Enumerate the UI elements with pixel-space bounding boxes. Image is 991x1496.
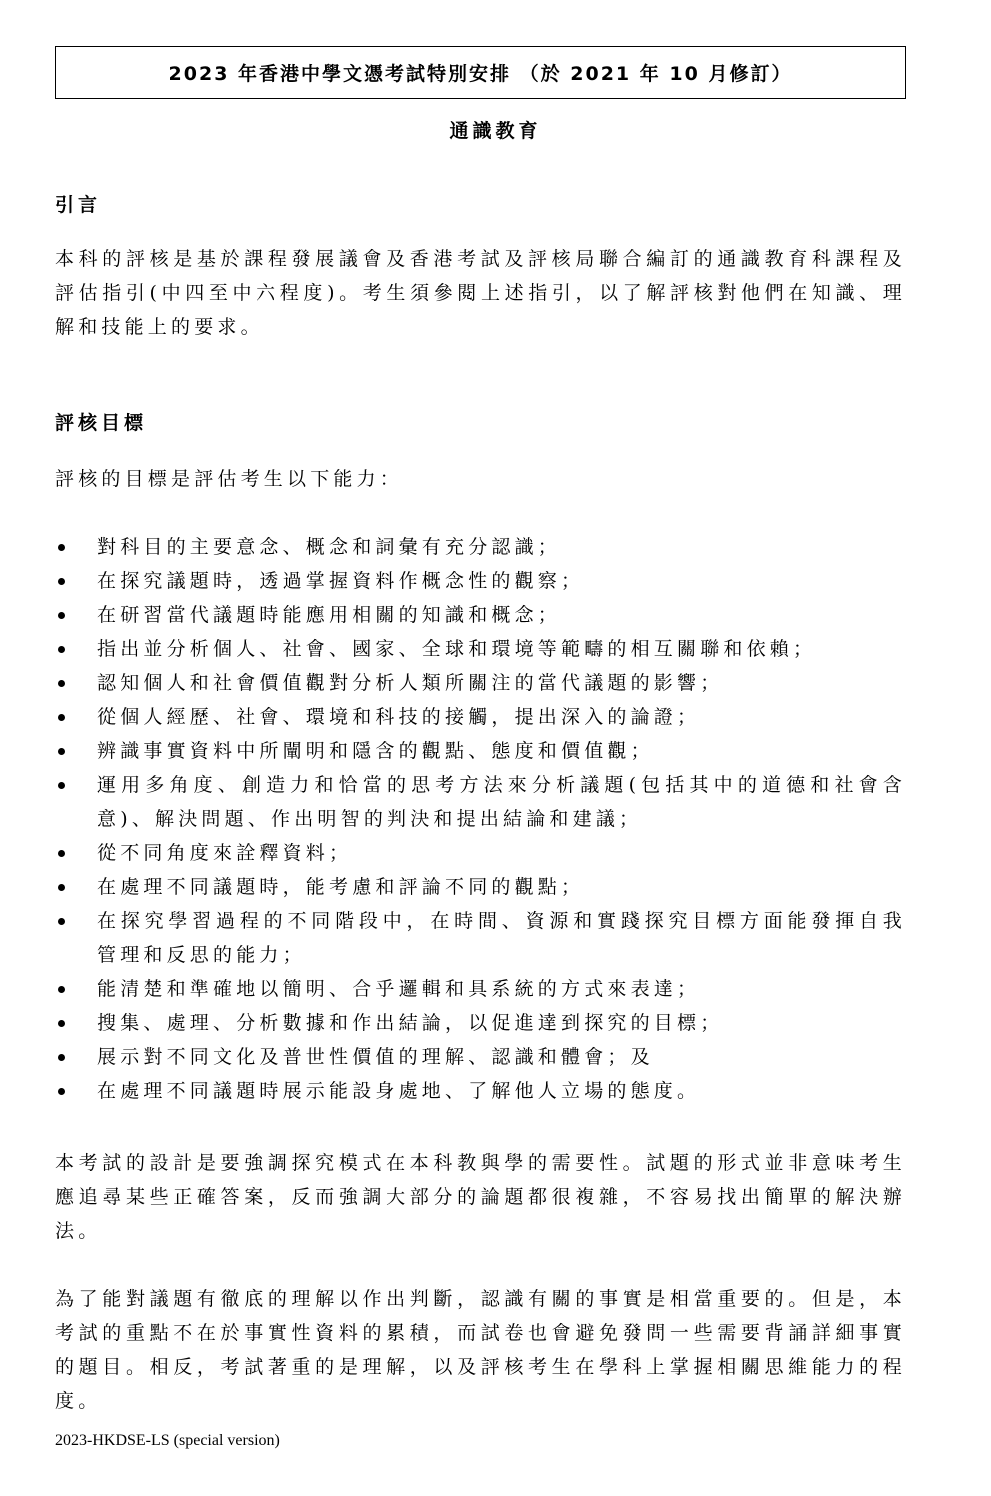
bullet-icon [58, 782, 65, 789]
objectives-heading: 評核目標 [55, 412, 148, 434]
bullet-icon [58, 748, 65, 755]
list-item: 在研習當代議題時能應用相關的知識和概念； [55, 598, 906, 632]
bullet-icon [58, 1020, 65, 1027]
list-item: 辨識事實資料中所闡明和隱含的觀點、態度和價值觀； [55, 734, 906, 768]
list-item: 運用多角度、創造力和恰當的思考方法來分析議題(包括其中的道德和社會含意)、解決問題、作出明智的判決和提出結論和建議； [55, 768, 906, 836]
bullet-icon [58, 714, 65, 721]
bullet-icon [58, 986, 65, 993]
bullet-icon [58, 578, 65, 585]
bullet-icon [58, 612, 65, 619]
intro-heading: 引言 [55, 194, 102, 216]
bullet-icon [58, 1088, 65, 1095]
subject-title: 通識教育 [449, 120, 542, 142]
bullet-icon [58, 1054, 65, 1061]
list-item: 在處理不同議題時展示能設身處地、了解他人立場的態度。 [55, 1074, 906, 1108]
bullet-icon [58, 850, 65, 857]
bullet-icon [58, 544, 65, 551]
list-item: 搜集、處理、分析數據和作出結論，以促進達到探究的目標； [55, 1006, 906, 1040]
list-item: 能清楚和準確地以簡明、合乎邏輯和具系統的方式來表達； [55, 972, 906, 1006]
document-footer: 2023-HKDSE-LS (special version) [55, 1432, 280, 1449]
bullet-icon [58, 918, 65, 925]
intro-paragraph: 本科的評核是基於課程發展議會及香港考試及評核局聯合編訂的通識教育科課程及評估指引(中四至中六程度)。考生須參閱上述指引，以了解評核對他們在知識、理解和技能上的要求。 [55, 248, 906, 338]
objectives-list [55, 530, 906, 1108]
list-item: 在處理不同議題時，能考慮和評論不同的觀點； [55, 870, 906, 904]
bullet-icon [58, 884, 65, 891]
design-paragraph: 本考試的設計是要強調探究模式在本科教與學的需要性。試題的形式並非意味考生應追尋某些正確答案，反而強調大部分的論題都很複雜，不容易找出簡單的解決辦法。 [55, 1152, 906, 1242]
document-title: 2023 年香港中學文憑考試特別安排 （於 2021 年 10 月修訂） [168, 63, 793, 85]
list-item: 指出並分析個人、社會、國家、全球和環境等範疇的相互關聯和依賴； [55, 632, 906, 666]
list-item: 對科目的主要意念、概念和詞彙有充分認識； [55, 530, 906, 564]
document-header-box [55, 46, 906, 99]
list-item: 展示對不同文化及普世性價值的理解、認識和體會；及 [55, 1040, 906, 1074]
list-item: 在探究學習過程的不同階段中，在時間、資源和實踐探究目標方面能發揮自我管理和反思的能力； [55, 904, 906, 972]
objectives-lead: 評核的目標是評估考生以下能力： [55, 468, 404, 490]
understanding-paragraph: 為了能對議題有徹底的理解以作出判斷，認識有關的事實是相當重要的。但是，本考試的重點不在於事實性資料的累積，而試卷也會避免發問一些需要背誦詳細事實的題目。相反，考試著重的是理解，以及評核考生在學科上掌握相關思維能力的程度。 [55, 1288, 906, 1412]
list-item: 認知個人和社會價值觀對分析人類所關注的當代議題的影響； [55, 666, 906, 700]
bullet-icon [58, 646, 65, 653]
list-item: 從個人經歷、社會、環境和科技的接觸，提出深入的論證； [55, 700, 906, 734]
list-item: 從不同角度來詮釋資料； [55, 836, 906, 870]
bullet-icon [58, 680, 65, 687]
list-item: 在探究議題時，透過掌握資料作概念性的觀察； [55, 564, 906, 598]
